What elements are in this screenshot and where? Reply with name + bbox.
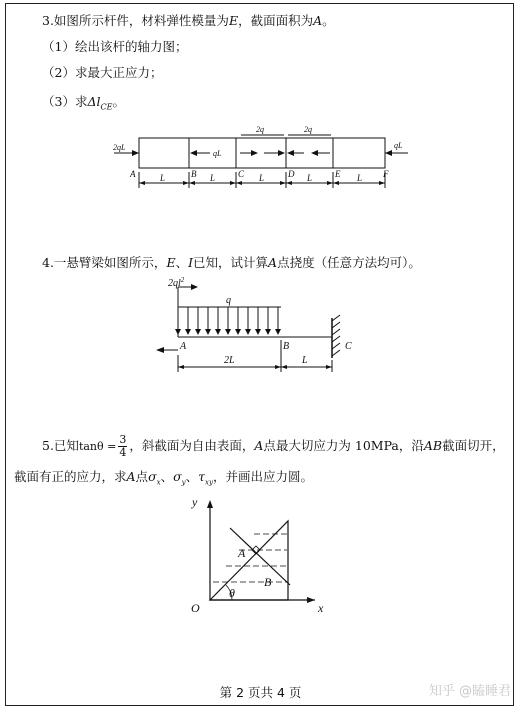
beam-point-C: C (345, 341, 352, 352)
mid-load-label: qL (213, 149, 222, 158)
point-A: A (130, 169, 136, 179)
top-load-label-2: 2q (304, 125, 312, 134)
axis-label-y: y (192, 495, 198, 509)
q3-item-1: （1）绘出该杆的轴力图； (42, 39, 188, 54)
right-load-label: qL (394, 141, 403, 150)
axis-label-x: x (318, 601, 324, 615)
point-B: B (191, 169, 197, 179)
point-E: E (335, 169, 341, 179)
top-load-label-1: 2q (256, 125, 264, 134)
page-footer: 第 2 页共 4 页 (219, 685, 302, 700)
triangle-point-B: B (264, 575, 272, 589)
origin-label: O (191, 601, 200, 615)
q-label: q (226, 295, 231, 306)
point-C: C (238, 169, 245, 179)
dim-label-2: L (210, 173, 216, 183)
dim-label-1: L (160, 173, 166, 183)
watermark: 知乎 @瞌睡君 (428, 684, 511, 699)
theta-label: θ (229, 586, 235, 600)
beam-point-B: B (283, 341, 290, 352)
dim-label-4: L (307, 173, 313, 183)
q5-line-1: 5.已知tanθ = $\frac{3}{4}$ ，斜截面为自由表面，A点最大切应力为 10MPa，沿AB截面切开， (42, 433, 505, 459)
triangle-element (210, 521, 288, 600)
beam-point-A: A (180, 341, 187, 352)
dim-label-3: L (259, 173, 265, 183)
q5-line-2: 截面有正的应力，求A点$\sigma_x$、$\sigma_y$、$\tau_{xy}$，并画出应力圆。 (14, 469, 313, 487)
left-load-label: 2qL (113, 143, 126, 152)
fraction-3-4: $\frac{3}{4}$ (119, 433, 127, 459)
q4-text: 4.一悬臂梁如图所示，E、I已知，试计算A点挠度（任意方法均可）。 (42, 255, 421, 270)
q3-title: 3.如图所示杆件，材料弹性模量为E，截面面积为A。 (42, 13, 335, 28)
q3-item-2: （2）求最大正应力； (42, 65, 163, 80)
dim-label-5: L (357, 173, 363, 183)
triangle-point-A: A (238, 546, 246, 560)
q3-item-3: （3）求$\Delta l_{CE}$。 (42, 94, 125, 112)
moment-label: $2ql^2$ (168, 276, 185, 289)
beam-dim-2L: 2L (224, 355, 235, 366)
beam-dim-L: L (302, 355, 308, 366)
point-F: F (383, 169, 389, 179)
point-D: D (288, 169, 295, 179)
